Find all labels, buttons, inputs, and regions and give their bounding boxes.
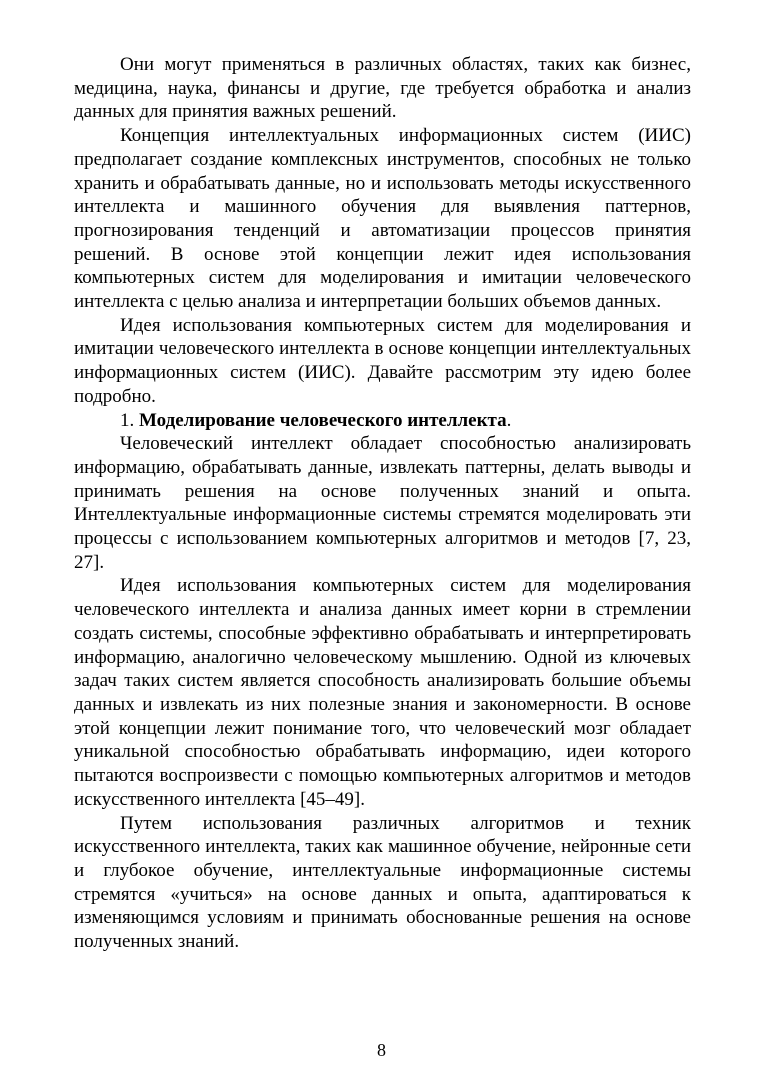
section-title-end: . xyxy=(506,409,512,431)
paragraph-ai-techniques: Путем использования различных алгоритмов и техник искусственного интеллекта, таких как машинное обучение, нейронные сети и глубокое обучение, интеллектуальные информационные системы стремятся «учиться» на основе данных и опыта, адаптироваться к изменяющимся условиям и принимать обоснованные решения на основе полученных знаний. xyxy=(74,812,691,953)
paragraph-iis-concept: Концепция интеллектуальных информационных систем (ИИС) предполагает создание комплексных инструментов, способных не только хранить и обрабатывать данные, но и использовать методы искусственного интеллекта и машинного обучения для выявления паттернов, прогнозирования тенденций и автоматизации процессов принятия решений. В основе этой концепции лежит идея использования компьютерных систем для моделирования и имитации человеческого интеллекта с целью анализа и интерпретации больших объемов данных. xyxy=(74,125,691,313)
section-title: Моделирование человеческого интеллекта xyxy=(139,409,507,431)
paragraph-iis-idea: Идея использования компьютерных систем для моделирования и имитации человеческого интеллекта в основе концепции интеллектуальных информационных систем (ИИС). Давайте рассмотрим эту идею более подробно. xyxy=(74,314,691,407)
section-heading xyxy=(74,409,691,433)
paragraph-modeling-idea: Идея использования компьютерных систем для моделирования человеческого интеллекта и анализа данных имеет корни в стремлении создать системы, способные эффективно обрабатывать и интерпретировать информацию, аналогично человеческому мышлению. Одной из ключевых задач таких систем является способность анализировать большие объемы данных и извлекать из них полезные знания и закономерности. В основе этой концепции лежит понимание того, что человеческий мозг обладает уникальной способностью обрабатывать информацию, идеи которого пытаются воспроизвести с помощью компьютерных алгоритмов и методов искусственного интеллекта [45–49]. xyxy=(74,575,691,810)
page-body xyxy=(74,53,691,954)
section-number: 1. xyxy=(120,409,135,431)
paragraph-human-intellect: Человеческий интеллект обладает способностью анализировать информацию, обрабатывать данные, извлекать паттерны, делать выводы и принимать решения на основе полученных знаний и опыта. Интеллектуальные информационные системы стремятся моделировать эти процессы с использованием компьютерных алгоритмов и методов [7, 23, 27]. xyxy=(74,433,691,573)
page-number: 8 xyxy=(377,1040,386,1060)
paragraph-applications: Они могут применяться в различных областях, таких как бизнес, медицина, наука, финансы и другие, где требуется обработка и анализ данных для принятия важных решений. xyxy=(74,54,691,123)
